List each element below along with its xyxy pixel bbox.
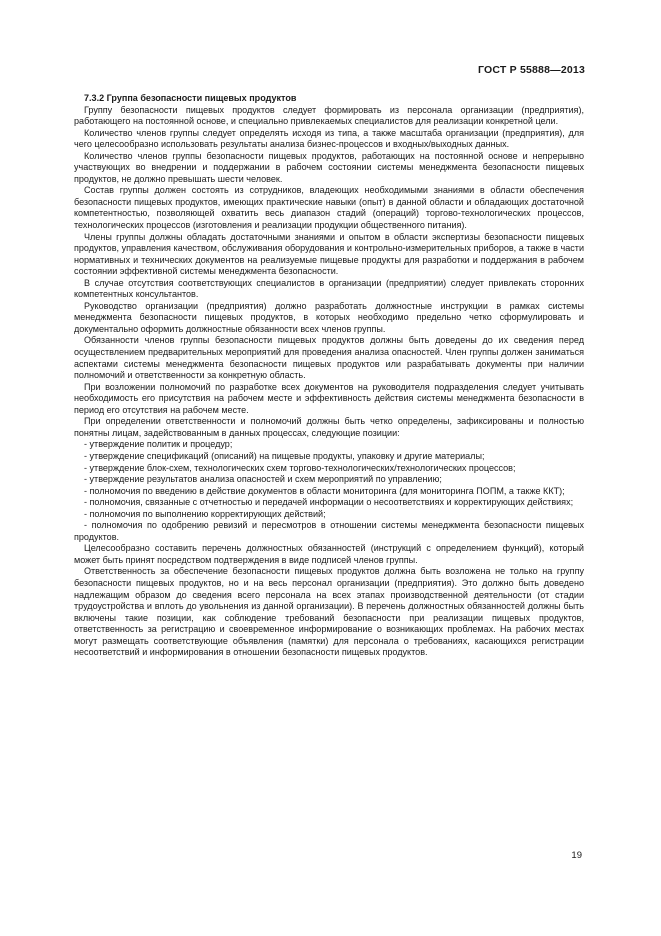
paragraph: При определении ответственности и полномочий должны быть четко определены, зафиксированы и полностью понятны лицам, задействованным в данных процессах, следующие позиции: bbox=[74, 416, 584, 438]
list-item: - полномочия по одобрению ревизий и пересмотров в отношении системы менеджмента безопасности пищевых продуктов. bbox=[74, 520, 584, 542]
list-item: - утверждение результатов анализа опасностей и схем мероприятий по управлению; bbox=[84, 474, 442, 485]
paragraph: Обязанности членов группы безопасности пищевых продуктов должны быть доведены до их сведения перед осуществлением предварительных мероприятий для проведения анализа опасностей. Член группы должен заниматься аспектами системы менеджмента безопасности пищевых продуктов или разрабатывать документы при наличии полномочий и ответственности за конкретную область. bbox=[74, 335, 584, 381]
list-item: - полномочия по введению в действие документов в области мониторинга (для мониторинга ПОПМ, а также ККТ); bbox=[84, 485, 565, 496]
document-body bbox=[74, 93, 584, 659]
list-item: - полномочия по выполнению корректирующих действий; bbox=[84, 508, 326, 519]
page-number: 19 bbox=[571, 850, 582, 861]
paragraph: В случае отсутствия соответствующих специалистов в организации (предприятии) следует привлекать сторонних компетентных консультантов. bbox=[74, 277, 584, 300]
paragraph: Состав группы должен состоять из сотрудников, владеющих необходимыми знаниями в области обеспечения безопасности пищевых продуктов, имеющих практические навыки (опыт) в данной области и обладающих достаточной компетентностью, позволяющей охватить весь диапазон стадий (операций) торгово-технологических процессов, технологических процессов (изготовления и реализации продукции общественного питания). bbox=[74, 185, 584, 231]
section-heading: 7.3.2 Группа безопасности пищевых продуктов bbox=[84, 93, 297, 103]
document-code: ГОСТ Р 55888—2013 bbox=[477, 64, 585, 76]
paragraph: Группу безопасности пищевых продуктов следует формировать из персонала организации (предприятия), работающего на постоянной основе, и специально привлекаемых специалистов для реализации конкретной цели. bbox=[74, 104, 584, 127]
paragraph: Ответственность за обеспечение безопасности пищевых продуктов должна быть возложена не только на группу безопасности пищевых продуктов, но и на весь персонал организации (предприятия). Это должно быть доведено надлежащим образом до сведения всего персонала на всех этапах производственной деятельности (от стадии трудоустройства и вплоть до увольнения из данной организации). В перечень должностных обязанностей должны быть включены такие позиции, как соблюдение требований безопасности при реализации пищевых продуктов, ответственность за регистрацию и своевременное информирование о возникающих проблемах. На рабочих местах могут размещать соответствующие объявления (памятки) для персонала о требованиях, касающихся регистрации несоответствий и информирования в отношении безопасности пищевых продуктов. bbox=[74, 566, 584, 658]
list-item: - утверждение политик и процедур; bbox=[84, 439, 233, 450]
paragraph: Количество членов группы следует определять исходя из типа, а также масштаба организации (предприятия), для чего целесообразно использовать результаты анализа бизнес-процессов и входных/выходных данных. bbox=[74, 127, 584, 150]
paragraph: Целесообразно составить перечень должностных обязанностей (инструкций с определением функций), который может быть принят посредством подтверждения в виде подписей членов группы. bbox=[74, 543, 584, 565]
paragraph: При возложении полномочий по разработке всех документов на руководителя подразделения следует учитывать необходимость его присутствия на рабочем месте и эффективность действия системы менеджмента безопасности в период его отсутствия на рабочем месте. bbox=[74, 381, 584, 415]
list-item: - полномочия, связанные с отчетностью и передачей информации о несоответствиях и корректирующих действиях; bbox=[84, 497, 574, 508]
paragraph: Члены группы должны обладать достаточными знаниями и опытом в области экспертизы безопасности пищевых продуктов, управления качеством, обслуживания оборудования и контрольно-измерительных приборов, а также в части нормативных и технических документов на реализуемые пищевые продукты для разработки и поддержания в рабочем состоянии эффективной системы менеджмента безопасности. bbox=[74, 231, 584, 277]
list-item: - утверждение блок-схем, технологических схем торгово-технологических/технологических процессов; bbox=[84, 462, 516, 473]
list-item: - утверждение спецификаций (описаний) на пищевые продукты, упаковку и другие материалы; bbox=[84, 450, 485, 461]
paragraph: Количество членов группы безопасности пищевых продуктов, работающих на постоянной основе и непрерывно участвующих во внедрении и поддержании в рабочем состоянии системы менеджмента безопасности пищевых продуктов, не должно превышать шести человек. bbox=[74, 150, 584, 184]
paragraph: Руководство организации (предприятия) должно разработать должностные инструкции в рамках системы менеджмента безопасности пищевых продуктов, в которых необходимо предельно четко сформулировать и документально оформить должностные обязанности всех членов группы. bbox=[74, 300, 584, 334]
